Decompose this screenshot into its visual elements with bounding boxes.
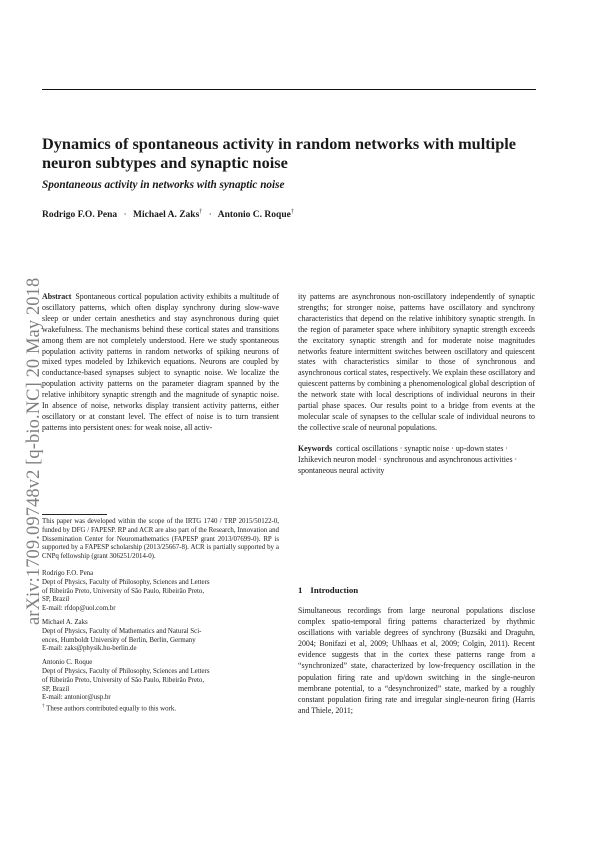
- arxiv-sidebar: [11, 245, 44, 625]
- affiliation-email: E-mail: antonior@usp.br: [42, 694, 111, 702]
- author-mark: †: [199, 209, 203, 215]
- affiliation-block: [42, 570, 279, 714]
- author-separator: ·: [208, 210, 212, 221]
- section-heading: [298, 585, 358, 595]
- abstract: [42, 292, 279, 434]
- affiliation-entry: [42, 659, 279, 703]
- affiliation-line: Dept of Physics, Faculty of Mathematics and Natural Sci-: [42, 627, 202, 635]
- intro-paragraph: Simultaneous recordings from large neuronal populations disclose complex spatio-temporal firing patterns characterized by rhythmic oscillations with variable degrees of synchrony (Buzsáki and Draguhn, 2004; Bonifazi et al, 2009; Uhlhaas et al, 2009; Colgin, 2011). Recent evidence suggests that in the cortex these patterns range from a “synchronized” state, characterized by low-frequency oscillation in the population firing rate and up/down switching in the single-neuron membrane potential, to a “desynchronized” state, marked by a roughly constant population firing rate and irregular single-neuron firing (Harris and Thiele, 2011;: [298, 606, 535, 715]
- affiliation-email: E-mail: rfdop@uol.com.br: [42, 605, 116, 613]
- abstract-text-part2: ity patterns are asynchronous non-oscillatory independently of synaptic strengths; for stronger noise, patterns have oscillatory and synchrony characteristics that depend on the relative inhibitory synaptic strength. In the region of parameter space where inhibitory synaptic strength exceeds the excitatory synaptic strength and for moderate noise magnitudes networks feature intermittent switches between oscillatory and quiescent states with characteristics similar to those of synchronous and asynchronous cortical states, respectively. We explain these oscillatory and quiescent patterns by combining a phenomenological global description of the network state with local descriptions of individual neurons in their partial phase spaces. Our results point to a bridge from events at the molecular scale of synapses to the cellular scale of individual neurons to the collective scale of neuronal populations.: [298, 292, 535, 432]
- keywords-text: cortical oscillations · synaptic noise · up-down states · Izhikevich neuron model · synchronous and asynchronous activities · spontaneous neural activity: [298, 443, 518, 475]
- abstract-text-part1: Spontaneous cortical population activity exhibits a multitude of oscillatory patterns, which often display synchrony during slow-wave sleep or under certain anesthetics and stay asynchronous during quiet wakefulness. The mechanisms behind these cortical states and transitions among them are not completely understood. Here we study spontaneous population activity patterns in random networks of spiking neurons of mixed types modeled by Izhikevich equations. Neurons are coupled by conductance-based synapses subject to synaptic noise. We localize the population activity patterns on the parameter diagram spanned by the relative inhibitory synaptic strength and the magnitude of synaptic noise. In absence of noise, networks display transient activity patterns, either oscillatory or at constant level. The effect of noise is to turn transient patterns into persistent ones: for weak noise, all activ-: [42, 292, 279, 432]
- affiliation-line: of Ribeirão Preto, University of São Paulo, Ribeirão Preto,: [42, 587, 205, 595]
- author-mark: †: [290, 209, 294, 215]
- contribution-text: These authors contributed equally to this work.: [46, 705, 177, 713]
- affiliation-line: Rodrigo F.O. Pena: [42, 570, 94, 577]
- affiliation-line: of Ribeirão Preto, University of São Paulo, Ribeirão Preto,: [42, 676, 205, 684]
- arxiv-stamp: arXiv:1709.09748v2 [q-bio.NC] 20 May 2018: [24, 277, 44, 625]
- affiliation-line: ences, Humboldt University of Berlin, Berlin, Germany: [42, 636, 196, 644]
- affiliation-line: Dept of Physics, Faculty of Philosophy, Sciences and Letters: [42, 578, 210, 586]
- paper-title: Dynamics of spontaneous activity in random networks with multiple neuron subtypes and synaptic noise: [42, 134, 516, 172]
- keywords: [298, 444, 535, 477]
- author-name: Michael A. Zaks: [133, 210, 200, 221]
- author-name: Rodrigo F.O. Pena: [42, 210, 118, 221]
- author-list: [42, 206, 542, 221]
- abstract-continued: [298, 292, 535, 434]
- author-name: Antonio C. Roque: [217, 210, 291, 221]
- abstract-column-left: [42, 292, 279, 434]
- affiliation-entry: [42, 570, 279, 614]
- paper-subtitle: Spontaneous activity in networks with synaptic noise: [42, 179, 285, 191]
- affiliation-entry: [42, 619, 279, 654]
- author-separator: ·: [123, 210, 127, 221]
- funding-note: This paper was developed within the scope of the IRTG 1740 / TRP 2015/50122-0, funded by DFG / FAPESP. RP and ACR are also part of the Research, Innovation and Dissemination Center for Neuromathematics (FAPESP grant 2013/07699-0). RP is supported by a FAPESP scholarship (2013/25667-8). ACR is partially supported by a CNPq fellowship (grant 306251/2014-0).: [42, 518, 279, 561]
- affiliation-line: Antonio C. Roque: [42, 659, 93, 667]
- affiliation-line: SP, Brazil: [42, 685, 70, 693]
- contribution-mark: †: [42, 704, 45, 710]
- footnote-rule: [42, 514, 107, 515]
- affiliation-line: Dept of Physics, Faculty of Philosophy, Sciences and Letters: [42, 667, 210, 675]
- affiliation-line: SP, Brazil: [42, 596, 70, 604]
- abstract-label: Abstract: [42, 292, 72, 301]
- section-number: 1: [298, 585, 303, 595]
- affiliation-line: Michael A. Zaks: [42, 618, 88, 626]
- contribution-note: [42, 703, 279, 714]
- header-rule: [42, 89, 536, 90]
- section-title: Introduction: [310, 585, 359, 595]
- keywords-label: Keywords: [298, 443, 333, 453]
- affiliation-email: E-mail: zaks@physik.hu-berlin.de: [42, 645, 137, 653]
- abstract-column-right: [298, 292, 535, 477]
